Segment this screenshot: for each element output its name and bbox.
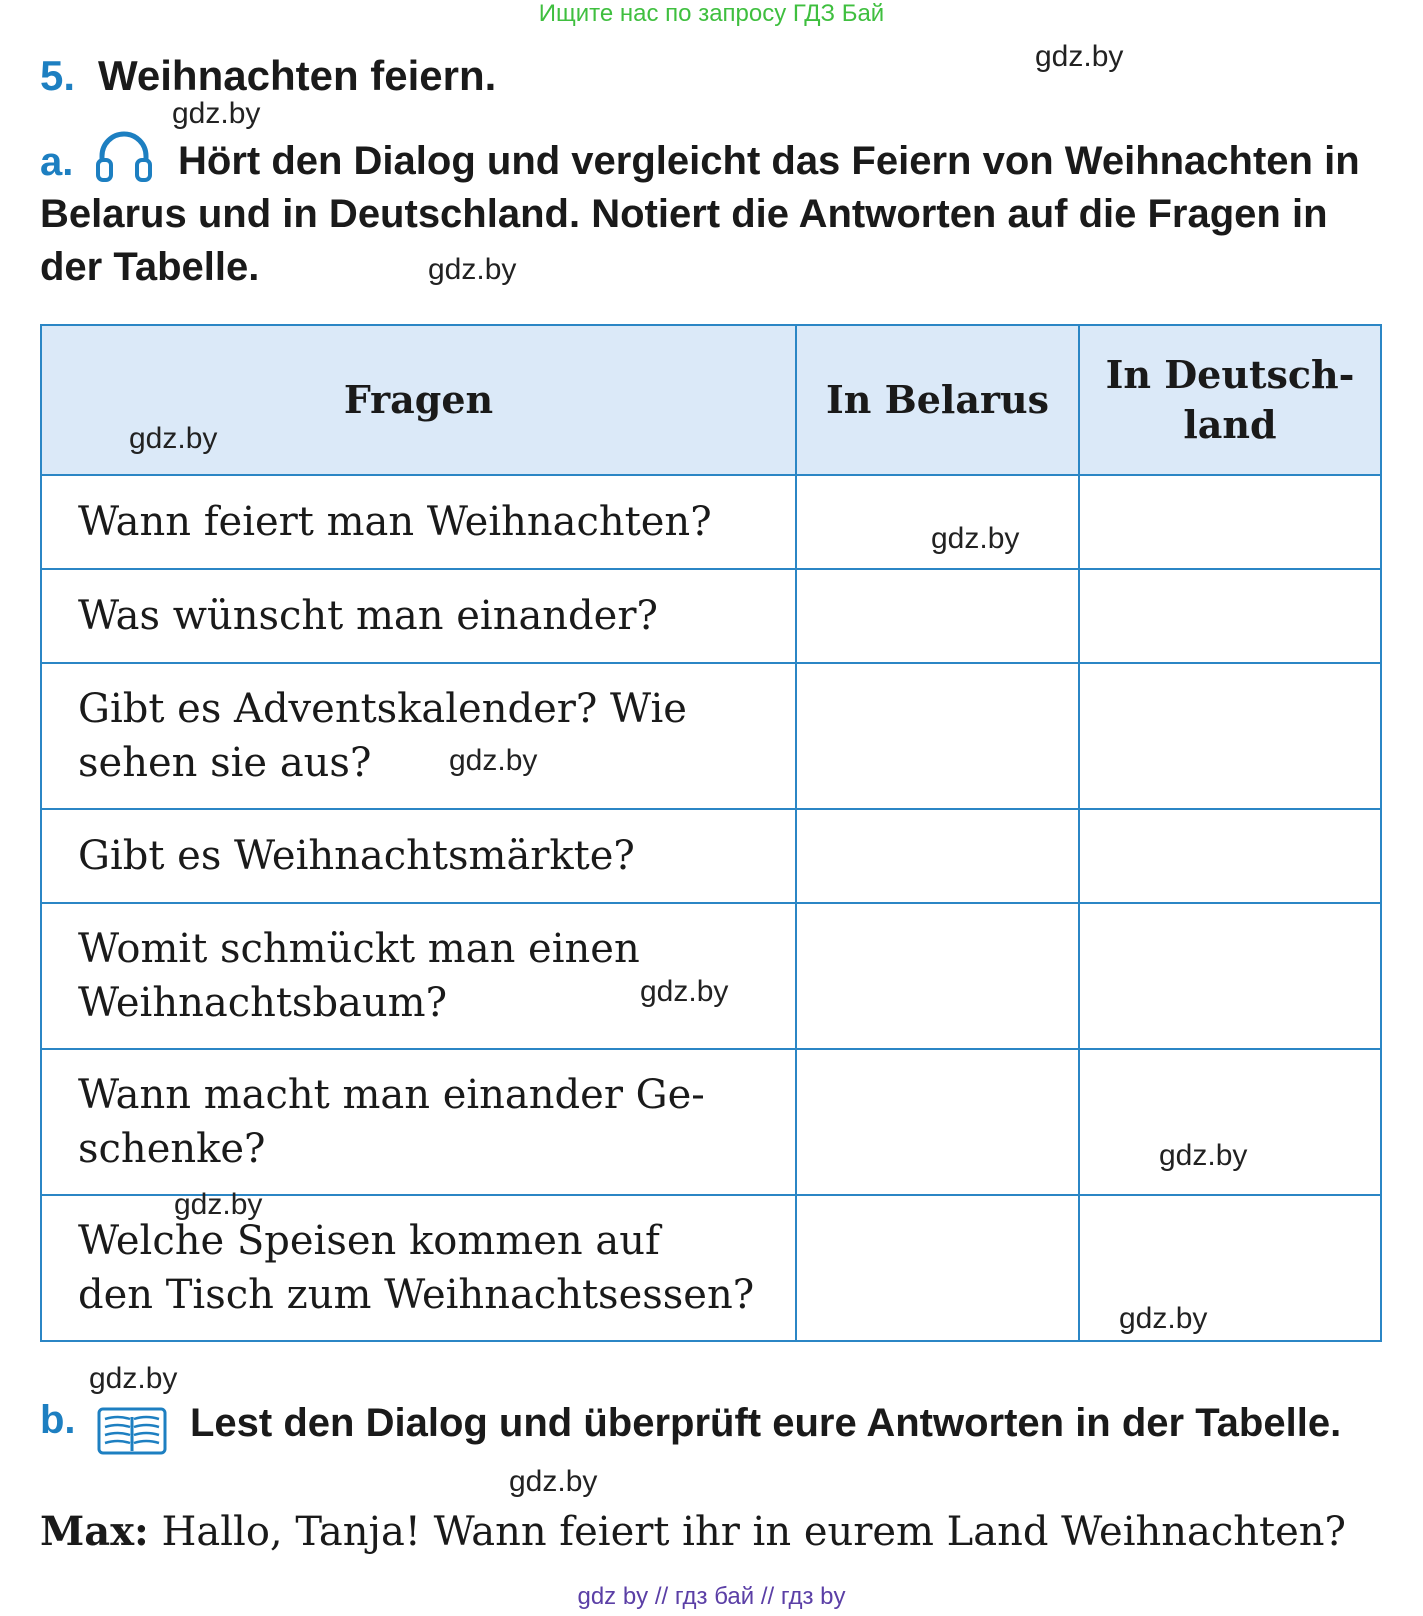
answer-cell-belarus[interactable] (796, 809, 1079, 903)
watermark: gdz.by (172, 97, 261, 130)
part-a-instruction-line1: Hört den Dialog und vergleicht das Feiern von Weihnachten in (178, 139, 1360, 183)
watermark: gdz.by (129, 422, 218, 455)
watermark: gdz.by (428, 253, 517, 286)
watermark: gdz.by (1159, 1139, 1248, 1172)
answer-cell-belarus[interactable] (796, 1049, 1079, 1195)
watermark: gdz.by (449, 744, 538, 777)
watermark: gdz.by (89, 1362, 178, 1395)
answer-cell-deutschland[interactable] (1079, 809, 1381, 903)
question-cell: Womit schmückt man einen Weihnachtsbaum? (41, 903, 796, 1049)
table-row (41, 809, 1381, 903)
header-in-deutschland: In Deutsch- land (1079, 325, 1381, 475)
question-cell: Gibt es Adventskalender? Wie sehen sie aus? (41, 663, 796, 809)
open-book-icon (97, 1407, 167, 1457)
headphones-icon (96, 130, 152, 182)
table-row (41, 1049, 1381, 1195)
part-a-instruction-line3: der Tabelle. (40, 245, 260, 289)
watermark: gdz.by (640, 975, 729, 1008)
table-header-row (41, 325, 1381, 475)
table-row (41, 663, 1381, 809)
watermark: gdz.by (931, 522, 1020, 555)
watermark: gdz.by (509, 1465, 598, 1498)
answer-cell-belarus[interactable] (796, 663, 1079, 809)
question-cell: Wann feiert man Weihnachten? (41, 475, 796, 569)
answer-cell-belarus[interactable] (796, 569, 1079, 663)
footer-links[interactable]: gdz by // гдз бай // гдз by (577, 1583, 846, 1610)
answer-cell-deutschland[interactable] (1079, 903, 1381, 1049)
table-row (41, 475, 1381, 569)
answer-cell-deutschland[interactable] (1079, 1049, 1381, 1195)
part-b-instruction: Lest den Dialog und überprüft eure Antworten in der Tabelle. (190, 1401, 1342, 1445)
header-fragen: Fragen (41, 325, 796, 475)
watermark: gdz.by (174, 1188, 263, 1221)
header-in-belarus: In Belarus (796, 325, 1079, 475)
part-b-letter: b. (40, 1398, 76, 1442)
question-cell: Welche Speisen kommen auf den Tisch zum Weihnachtsessen? (41, 1195, 796, 1341)
task-number: 5. (40, 52, 76, 99)
answer-cell-belarus[interactable] (796, 1195, 1079, 1341)
dialog-line (40, 1508, 1346, 1555)
answer-cell-belarus[interactable] (796, 903, 1079, 1049)
top-banner[interactable]: Ищите нас по запросу ГДЗ Бай (538, 0, 885, 27)
dialog-speaker: Max: (40, 1508, 149, 1555)
answer-cell-deutschland[interactable] (1079, 663, 1381, 809)
task-title: Weihnachten feiern. (98, 52, 497, 99)
watermark: gdz.by (1035, 40, 1124, 73)
question-cell: Was wünscht man einander? (41, 569, 796, 663)
question-cell: Wann macht man einander Ge- schenke? (41, 1049, 796, 1195)
question-cell: Gibt es Weihnachtsmärkte? (41, 809, 796, 903)
table-row (41, 569, 1381, 663)
dialog-text: Hallo, Tanja! Wann feiert ihr in eurem Land Weihnachten? (148, 1509, 1346, 1555)
answer-cell-deutschland[interactable] (1079, 569, 1381, 663)
answer-cell-deutschland[interactable] (1079, 475, 1381, 569)
part-a-instruction-line2: Belarus und in Deutschland. Notiert die Antworten auf die Fragen in (40, 192, 1328, 236)
part-a-letter: a. (40, 140, 74, 184)
watermark: gdz.by (1119, 1302, 1208, 1335)
